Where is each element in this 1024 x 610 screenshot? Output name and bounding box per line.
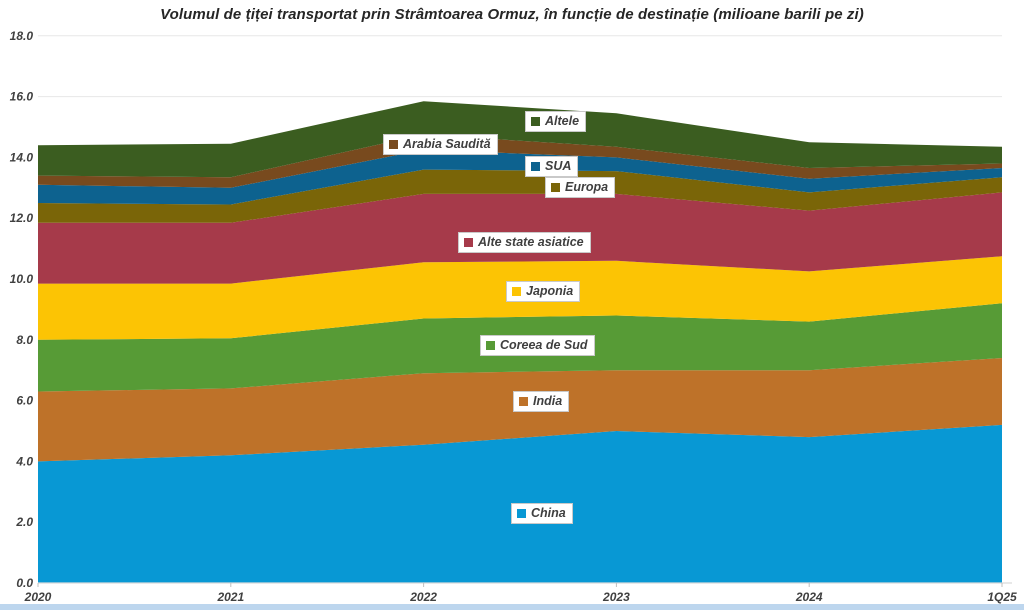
x-tick-label: 2020 bbox=[24, 590, 52, 604]
series-swatch-icon bbox=[531, 117, 540, 126]
y-tick-label: 12.0 bbox=[9, 211, 33, 226]
series-label-text: India bbox=[533, 394, 563, 408]
y-tick-label: 10.0 bbox=[9, 272, 33, 286]
y-tick-label: 8.0 bbox=[16, 332, 33, 347]
x-tick-label: 2022 bbox=[410, 590, 437, 604]
series-label-china bbox=[511, 503, 573, 524]
series-label-arabia-saudit- bbox=[383, 134, 498, 155]
series-swatch-icon bbox=[519, 397, 528, 406]
y-tick-label: 14.0 bbox=[9, 150, 33, 165]
series-label-text: Coreea de Sud bbox=[500, 338, 588, 352]
series-swatch-icon bbox=[389, 140, 398, 149]
series-label-text: Japonia bbox=[526, 284, 574, 298]
y-tick-label: 4.0 bbox=[16, 454, 33, 469]
series-swatch-icon bbox=[464, 238, 473, 247]
series-swatch-icon bbox=[517, 509, 526, 518]
series-label-india bbox=[513, 391, 569, 412]
series-label-alte-state-asiatice bbox=[458, 232, 591, 253]
series-label-text: China bbox=[531, 506, 566, 520]
y-tick-label: 0.0 bbox=[16, 576, 33, 590]
x-tick-label: 2024 bbox=[795, 590, 823, 604]
x-tick-label: 1Q25 bbox=[987, 590, 1017, 604]
x-tick-label: 2023 bbox=[603, 590, 630, 604]
y-tick-label: 16.0 bbox=[9, 89, 33, 104]
series-label-text: Alte state asiatice bbox=[478, 235, 584, 249]
series-swatch-icon bbox=[531, 162, 540, 171]
y-tick-label: 18.0 bbox=[9, 28, 33, 43]
series-label-text: SUA bbox=[545, 159, 572, 173]
series-label-coreea-de-sud bbox=[480, 335, 595, 356]
y-axis-tick-labels bbox=[10, 29, 34, 590]
series-label-text: Altele bbox=[545, 114, 580, 128]
y-tick-label: 6.0 bbox=[16, 393, 33, 408]
series-label-text: Europa bbox=[565, 180, 609, 194]
series-label-altele bbox=[525, 111, 586, 132]
x-tick-label: 2021 bbox=[217, 590, 245, 604]
series-label-text: Arabia Saudită bbox=[403, 137, 491, 151]
chart-title: Volumul de țiței transportat prin Strâmtoarea Ormuz, în funcție de destinație (milioane barili pe zi) bbox=[160, 6, 864, 23]
series-label-europa bbox=[545, 177, 615, 198]
y-tick-label: 2.0 bbox=[16, 515, 33, 530]
series-swatch-icon bbox=[486, 341, 495, 350]
window-edge-strip bbox=[0, 604, 1024, 610]
series-label-japonia bbox=[506, 281, 580, 302]
series-label-sua bbox=[525, 156, 578, 177]
x-axis bbox=[24, 583, 1017, 604]
series-swatch-icon bbox=[551, 183, 560, 192]
series-swatch-icon bbox=[512, 287, 521, 296]
